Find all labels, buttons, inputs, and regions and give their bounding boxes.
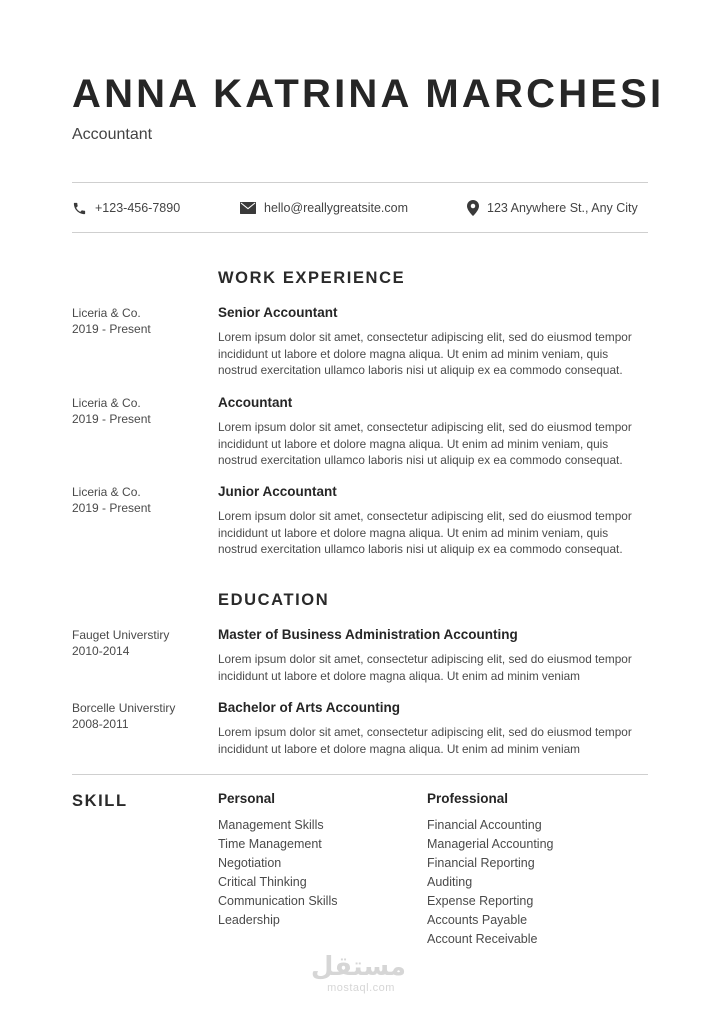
list-item: Time Management	[218, 837, 322, 851]
list-item: Managerial Accounting	[427, 837, 554, 851]
work-period: 2019 - Present	[72, 322, 151, 336]
work-meta	[72, 484, 212, 516]
work-description: Lorem ipsum dolor sit amet, consectetur adipiscing elit, sed do eiusmod tempor incididunt ut labore et dolore magna aliqua. Ut enim ad minim veniam, quis nostrud exercitation ullamco laboris nisi ut aliquip ex ea commodo consequat.	[218, 420, 632, 467]
professional-skills-list	[427, 816, 553, 949]
education-degree: Bachelor of Arts Accounting	[218, 700, 401, 715]
work-meta	[72, 395, 212, 427]
contact-address	[467, 198, 638, 218]
education-degree: Master of Business Administration Accounting	[218, 627, 518, 642]
work-company: Liceria & Co.	[72, 306, 141, 320]
watermark-arabic: مستقل	[310, 952, 406, 982]
education-heading: EDUCATION	[218, 591, 330, 609]
work-role: Senior Accountant	[218, 305, 338, 320]
professional-skills	[427, 791, 553, 949]
list-item: Management Skills	[218, 818, 324, 832]
candidate-name: ANNA KATRINA MARCHESI	[72, 72, 665, 116]
mail-icon	[240, 202, 256, 214]
job-title: Accountant	[72, 126, 153, 143]
personal-skills-heading: Personal	[218, 791, 276, 806]
education-school: Fauget Universtiry	[72, 628, 170, 642]
list-item: Financial Reporting	[427, 856, 535, 870]
education-school: Borcelle Universtiry	[72, 701, 176, 715]
work-experience-heading: WORK EXPERIENCE	[218, 269, 406, 287]
phone-text: +123-456-7890	[95, 201, 181, 215]
watermark-logo	[310, 952, 406, 994]
contact-phone	[72, 198, 180, 218]
list-item: Auditing	[427, 875, 473, 889]
education-description: Lorem ipsum dolor sit amet, consectetur adipiscing elit, sed do eiusmod tempor incididunt ut labore et dolore magna aliqua. Ut enim ad minim veniam	[218, 652, 632, 683]
list-item: Financial Accounting	[427, 818, 542, 832]
list-item: Expense Reporting	[427, 894, 534, 908]
work-role: Junior Accountant	[218, 484, 337, 499]
address-text: 123 Anywhere St., Any City	[487, 201, 638, 215]
personal-skills	[218, 791, 337, 930]
list-item: Accounts Payable	[427, 913, 528, 927]
phone-icon	[72, 201, 87, 216]
work-role: Accountant	[218, 395, 293, 410]
skill-divider	[72, 774, 648, 775]
education-period: 2008-2011	[72, 717, 129, 731]
work-company: Liceria & Co.	[72, 485, 141, 499]
work-description: Lorem ipsum dolor sit amet, consectetur adipiscing elit, sed do eiusmod tempor incididunt ut labore et dolore magna aliqua. Ut enim ad minim veniam, quis nostrud exercitation ullamco laboris nisi ut aliquip ex ea commodo consequat.	[218, 330, 632, 377]
education-meta	[72, 700, 212, 732]
contact-email	[240, 198, 408, 218]
work-company: Liceria & Co.	[72, 396, 141, 410]
list-item: Negotiation	[218, 856, 282, 870]
list-item: Leadership	[218, 913, 280, 927]
list-item: Communication Skills	[218, 894, 338, 908]
watermark-url: mostaql.com	[327, 982, 395, 994]
education-description: Lorem ipsum dolor sit amet, consectetur adipiscing elit, sed do eiusmod tempor incididunt ut labore et dolore magna aliqua. Ut enim ad minim veniam	[218, 725, 632, 756]
top-divider	[72, 182, 648, 183]
email-text: hello@reallygreatsite.com	[264, 201, 409, 215]
education-meta	[72, 627, 212, 659]
contact-divider	[72, 232, 648, 233]
work-description: Lorem ipsum dolor sit amet, consectetur adipiscing elit, sed do eiusmod tempor incididunt ut labore et dolore magna aliqua. Ut enim ad minim veniam, quis nostrud exercitation ullamco laboris nisi ut aliquip ex ea commodo consequat.	[218, 509, 632, 556]
list-item: Critical Thinking	[218, 875, 307, 889]
work-meta	[72, 305, 212, 337]
education-period: 2010-2014	[72, 644, 130, 658]
work-period: 2019 - Present	[72, 412, 151, 426]
personal-skills-list	[218, 816, 337, 930]
work-period: 2019 - Present	[72, 501, 151, 515]
list-item: Account Receivable	[427, 932, 538, 946]
location-pin-icon	[467, 200, 479, 216]
professional-skills-heading: Professional	[427, 791, 509, 806]
skill-heading: SKILL	[72, 792, 128, 810]
